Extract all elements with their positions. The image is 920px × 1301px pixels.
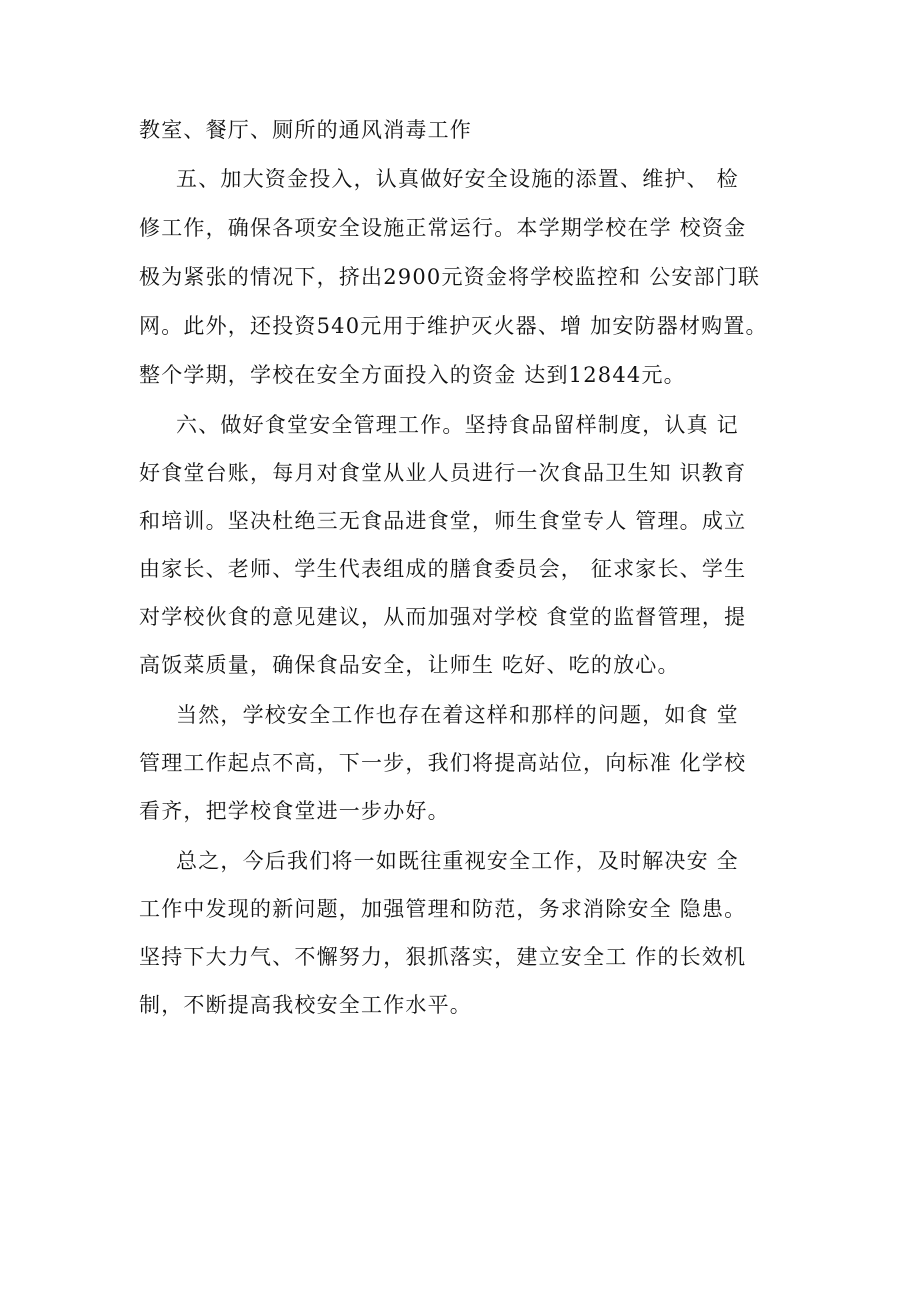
- text-line-10: 由家长、老师、学生代表组成的膳食委员会， 征求家长、学生: [139, 557, 747, 581]
- text-line-11: 对学校伙食的意见建议，从而加强对学校 食堂的监督管理，提: [139, 605, 747, 629]
- text-line-16: 总之，今后我们将一如既往重视安全工作，及时解决安 全: [176, 849, 739, 873]
- text-line-5: 网。此外，还投资540元用于维护灭火器、增 加安防器材购置。: [139, 314, 768, 338]
- text-line-7: 六、做好食堂安全管理工作。坚持食品留样制度，认真 记: [176, 413, 739, 437]
- text-line-14: 管理工作起点不高，下一步，我们将提高站位，向标准 化学校: [139, 751, 747, 775]
- text-line-13: 当然，学校安全工作也存在着这样和那样的问题，如食 堂: [176, 703, 739, 727]
- text-line-12: 高饭菜质量，确保食品安全，让师生 吃好、吃的放心。: [139, 653, 680, 677]
- text-line-1: 教室、餐厅、厕所的通风消毒工作: [139, 118, 472, 142]
- text-line-18: 坚持下大力气、不懈努力，狠抓落实，建立安全工 作的长效机: [139, 945, 747, 969]
- text-line-8: 好食堂台账，每月对食堂从业人员进行一次食品卫生知 识教育: [139, 461, 747, 485]
- text-line-2: 五、加大资金投入，认真做好安全设施的添置、维护、 检: [176, 167, 739, 191]
- text-line-17: 工作中发现的新问题，加强管理和防范，务求消除安全 隐患。: [139, 897, 747, 921]
- text-line-6: 整个学期，学校在安全方面投入的资金 达到12844元。: [139, 363, 686, 387]
- text-line-4: 极为紧张的情况下，挤出2900元资金将学校监控和 公安部门联: [139, 265, 761, 289]
- text-line-9: 和培训。坚决杜绝三无食品进食堂，师生食堂专人 管理。成立: [139, 509, 747, 533]
- text-line-19: 制，不断提高我校安全工作水平。: [139, 993, 472, 1017]
- text-line-15: 看齐，把学校食堂进一步办好。: [139, 799, 450, 823]
- text-line-3: 修工作，确保各项安全设施正常运行。本学期学校在学 校资金: [139, 216, 747, 240]
